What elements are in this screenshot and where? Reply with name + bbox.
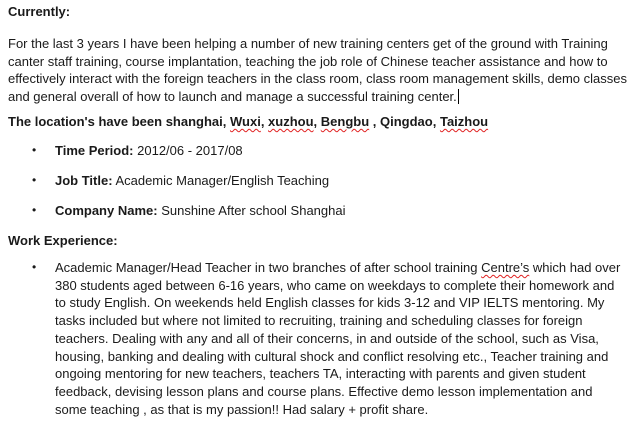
text-cursor	[458, 89, 459, 104]
separator: ,	[260, 114, 269, 129]
bullet-icon: •	[32, 203, 37, 217]
separator: ,	[369, 114, 381, 129]
list-item-job-title	[8, 172, 627, 189]
work-text-before: Academic Manager/Head Teacher in two branches of after school training	[55, 260, 482, 275]
currently-paragraph-text: For the last 3 years I have been helping a number of new training centers get of the ground with Training canter staff training, course implantation, teaching the job role of Chinese teacher assistance and how to effectively interact with the foreign teachers in the class room, class room management skills, demo classes and general overall of how to launch and manage a successful training center.	[8, 36, 627, 104]
fact-value: Academic Manager/English Teaching	[112, 173, 330, 188]
location-city: Wuxi	[229, 114, 261, 129]
job-facts-list	[8, 142, 627, 219]
location-city: Taizhou	[439, 114, 489, 129]
separator: ,	[432, 114, 440, 129]
fact-label: Time Period:	[55, 143, 134, 158]
bullet-icon: •	[32, 260, 37, 274]
fact-label: Job Title:	[55, 173, 113, 188]
locations-line	[8, 113, 627, 130]
fact-label: Company Name:	[55, 203, 158, 218]
separator: ,	[313, 114, 321, 129]
list-item-company-name	[8, 202, 627, 219]
fact-value: 2012/06 - 2017/08	[133, 143, 243, 158]
work-text-after: which had over 380 students aged between 6-16 years, who came on weekdays to complete their homework and to study English. On weekends held English classes for kids 3-12 and VIP IELTS mentoring. My tasks included but where not limited to recruiting, training and scheduling classes for foreign teachers. Dealing with any and all of their concerns, in and outside of the school, such as Visa, housing, banking and dealing with cultural shock and conflict resolving etc., Teacher training and ongoing mentoring for new teachers, teachers TA, interacting with parents and given student feedback, devising lesson plans and course plans. Effective demo lesson implementation and some teaching , as that is my passion!! Had salary + profit share.	[55, 260, 621, 417]
locations-prefix: The location's have been shanghai,	[8, 114, 230, 129]
bullet-icon: •	[32, 143, 37, 157]
location-city: Qingdao	[380, 114, 433, 129]
currently-paragraph[interactable]	[8, 35, 627, 105]
work-experience-list	[8, 259, 627, 418]
list-item-time-period	[8, 142, 627, 159]
fact-value: Sunshine After school Shanghai	[157, 203, 346, 218]
location-city: xuzhou	[268, 114, 314, 129]
list-item-work-description	[8, 259, 627, 418]
location-city: Bengbu	[320, 114, 370, 129]
work-experience-heading: Work Experience:	[8, 233, 118, 248]
currently-heading: Currently:	[8, 4, 71, 19]
centre-word: Centre’s	[481, 260, 530, 275]
bullet-icon: •	[32, 173, 37, 187]
